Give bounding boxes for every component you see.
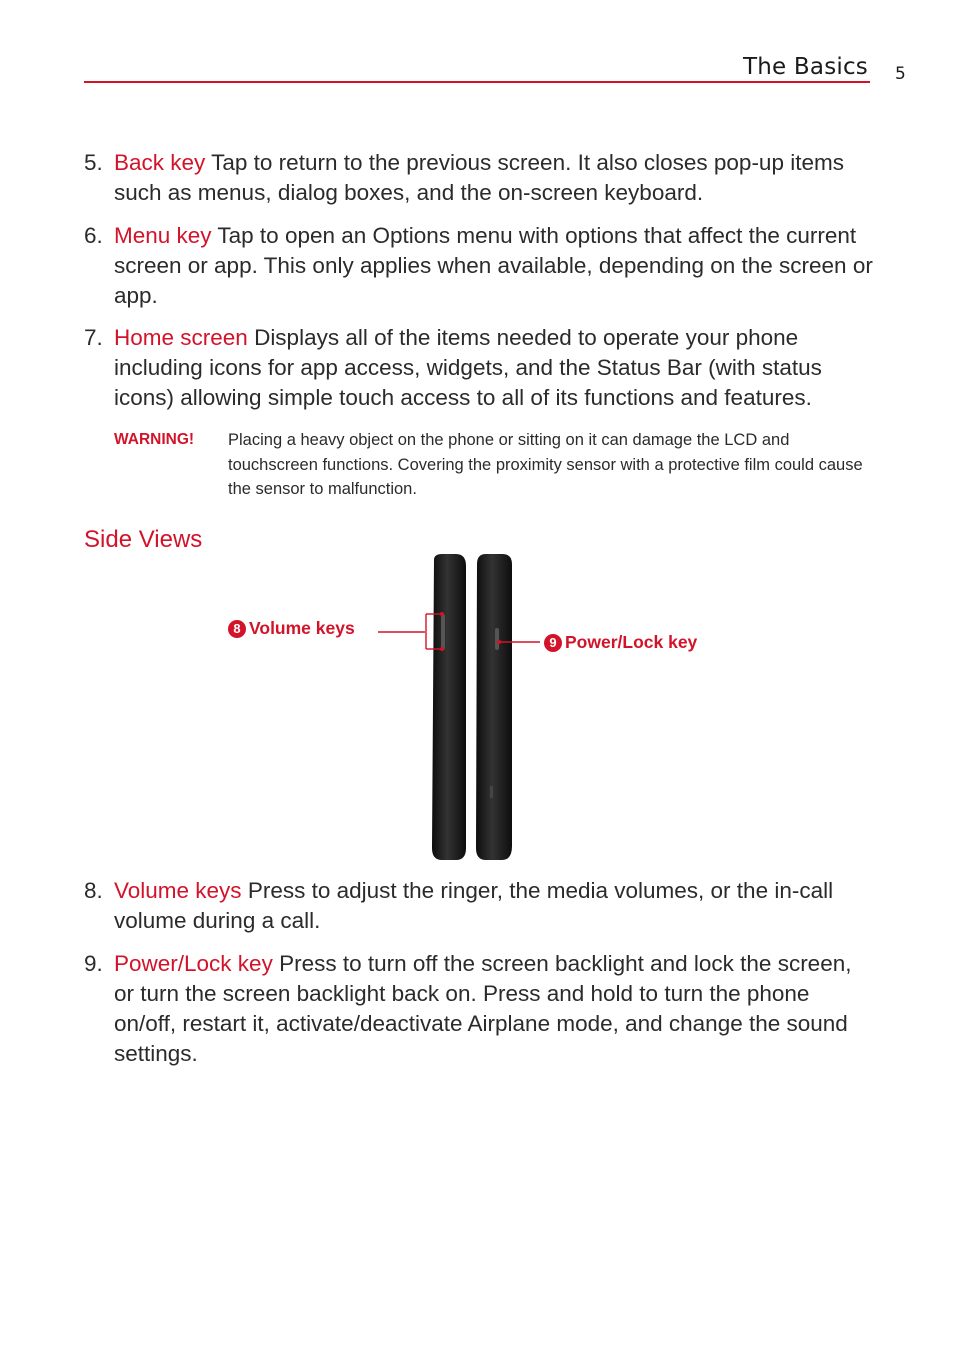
list-item [84,876,874,936]
item-number: 9. [84,951,103,976]
item-text: Press to adjust the ringer, the media volumes, or the in-call volume during a call. [114,878,834,933]
item-text: Displays all of the items needed to operate your phone including icons for app access, widgets, and the Status Bar (with status icons) allowing simple touch access to all of its functions and features. [114,325,822,410]
item-term: Home screen [114,325,248,350]
item-number: 5. [84,150,103,175]
list-item [84,148,874,208]
port-shape [490,786,493,798]
item-number: 7. [84,325,103,350]
page-number: 5 [895,64,906,84]
phone-side-illustration [220,548,740,868]
item-number: 6. [84,223,103,248]
volume-keys-callout [228,618,355,639]
callout-label: Power/Lock key [565,632,698,652]
list-item [84,323,874,413]
warning-label: WARNING! [114,431,195,448]
item-term: Menu key [114,223,212,248]
header-rule [84,81,870,83]
callout-badge-9: 9 [544,634,562,652]
phone-right-side [476,554,512,860]
callout-label: Volume keys [249,618,355,638]
header-title: The Basics [743,54,868,80]
warning-text: Placing a heavy object on the phone or sitting on it can damage the LCD and touchscreen functions. Covering the proximity sensor with a protective film could cause the sensor to malfunction. [228,431,863,498]
power-key-shape [495,628,499,650]
warning-note [114,428,874,502]
item-text: Press to turn off the screen backlight and lock the screen, or turn the screen backlight back on. Press and hold to turn the phone on/off, restart it, activate/deactivate Airplane mode, and change the sound settings. [114,951,852,1066]
list-item [84,221,874,311]
item-number: 8. [84,878,103,903]
side-views-figure [220,548,740,868]
list-item [84,949,874,1069]
item-text: Tap to open an Options menu with options that affect the current screen or app. This only applies when available, depending on the screen or app. [114,223,873,308]
volume-key-shape [441,614,445,650]
section-heading: Side Views [84,526,203,553]
phone-left-side [432,554,466,860]
item-term: Back key [114,150,206,175]
power-lock-key-callout [544,632,697,653]
item-term: Volume keys [114,878,242,903]
callout-badge-8: 8 [228,620,246,638]
item-text: Tap to return to the previous screen. It also closes pop-up items such as menus, dialog boxes, and the on-screen keyboard. [114,150,844,205]
item-term: Power/Lock key [114,951,273,976]
